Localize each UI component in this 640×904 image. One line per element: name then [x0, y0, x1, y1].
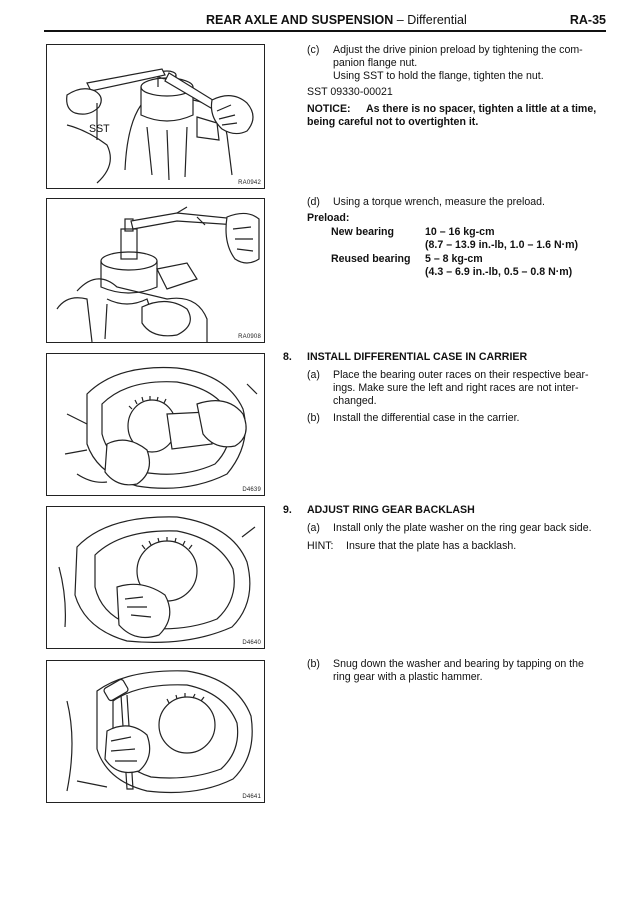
figure-install-case-illustration [47, 354, 264, 495]
figure-code: D4640 [242, 640, 261, 646]
step-8b-text: Install the differential case in the carrier. [333, 412, 520, 424]
notice-line-1: As there is no spacer, tighten a little at a time, [366, 103, 597, 115]
hint-text: Insure that the plate has a backlash. [346, 540, 517, 552]
figure-code: RA0942 [238, 180, 261, 186]
step-9b-line-2: ring gear with a plastic hammer. [333, 671, 483, 683]
figure-plastic-hammer [46, 660, 265, 803]
figure-label-sst: SST [89, 123, 110, 135]
figure-plate-washer-illustration [47, 507, 264, 648]
sst-number: SST 09330-00021 [307, 86, 393, 98]
section-subtitle: Differential [407, 13, 467, 27]
notice-line-2: being careful not to overtighten it. [307, 116, 479, 128]
reused-bearing-value: 5 – 8 kg-cm [425, 253, 483, 265]
step-8a-line-3: changed. [333, 395, 377, 407]
figure-code: RA0908 [238, 334, 261, 340]
step-9-title: ADJUST RING GEAR BACKLASH [307, 504, 475, 516]
step-9b-marker: (b) [307, 658, 320, 670]
step-9b-line-1: Snug down the washer and bearing by tapping on the [333, 658, 584, 670]
new-bearing-value: 10 – 16 kg-cm [425, 226, 495, 238]
hint-label: HINT: [307, 540, 334, 552]
section-title: REAR AXLE AND SUSPENSION [206, 13, 394, 27]
figure-torque-wrench [46, 198, 265, 343]
figure-plastic-hammer-illustration [47, 661, 264, 802]
figure-code: D4641 [242, 794, 261, 800]
step-9-number: 9. [283, 504, 292, 516]
step-8a-line-1: Place the bearing outer races on their respective bear- [333, 369, 589, 381]
step-8-number: 8. [283, 351, 292, 363]
step-c-marker: (c) [307, 44, 320, 56]
figure-torque-wrench-illustration [47, 199, 264, 342]
figure-install-case [46, 353, 265, 496]
step-d-text: Using a torque wrench, measure the preload. [333, 196, 545, 208]
step-8a-marker: (a) [307, 369, 320, 381]
figure-sst-flange-illustration [47, 45, 264, 188]
preload-label: Preload: [307, 212, 350, 224]
header-dash: – [396, 13, 404, 27]
step-c-line-2: panion flange nut. [333, 57, 418, 69]
figure-code: D4639 [242, 487, 261, 493]
step-9a-text: Install only the plate washer on the ring gear back side. [333, 522, 592, 534]
reused-bearing-label: Reused bearing [331, 253, 411, 265]
new-bearing-value-alt: (8.7 – 13.9 in.-lb, 1.0 – 1.6 N·m) [425, 239, 579, 251]
step-8-title: INSTALL DIFFERENTIAL CASE IN CARRIER [307, 351, 528, 363]
page-number: RA-35 [569, 13, 606, 27]
header-rule [44, 30, 606, 32]
figure-sst-flange [46, 44, 265, 189]
reused-bearing-value-alt: (4.3 – 6.9 in.-lb, 0.5 – 0.8 N·m) [425, 266, 573, 278]
step-c-line-3: Using SST to hold the flange, tighten the nut. [333, 70, 544, 82]
step-9a-marker: (a) [307, 522, 320, 534]
step-c-line-1: Adjust the drive pinion preload by tightening the com- [333, 44, 583, 56]
page-header-title [206, 13, 467, 27]
step-d-marker: (d) [307, 196, 320, 208]
figure-plate-washer [46, 506, 265, 649]
step-8a-line-2: ings. Make sure the left and right races are not inter- [333, 382, 579, 394]
new-bearing-label: New bearing [331, 226, 394, 238]
step-8b-marker: (b) [307, 412, 320, 424]
notice-label: NOTICE: [307, 103, 351, 115]
